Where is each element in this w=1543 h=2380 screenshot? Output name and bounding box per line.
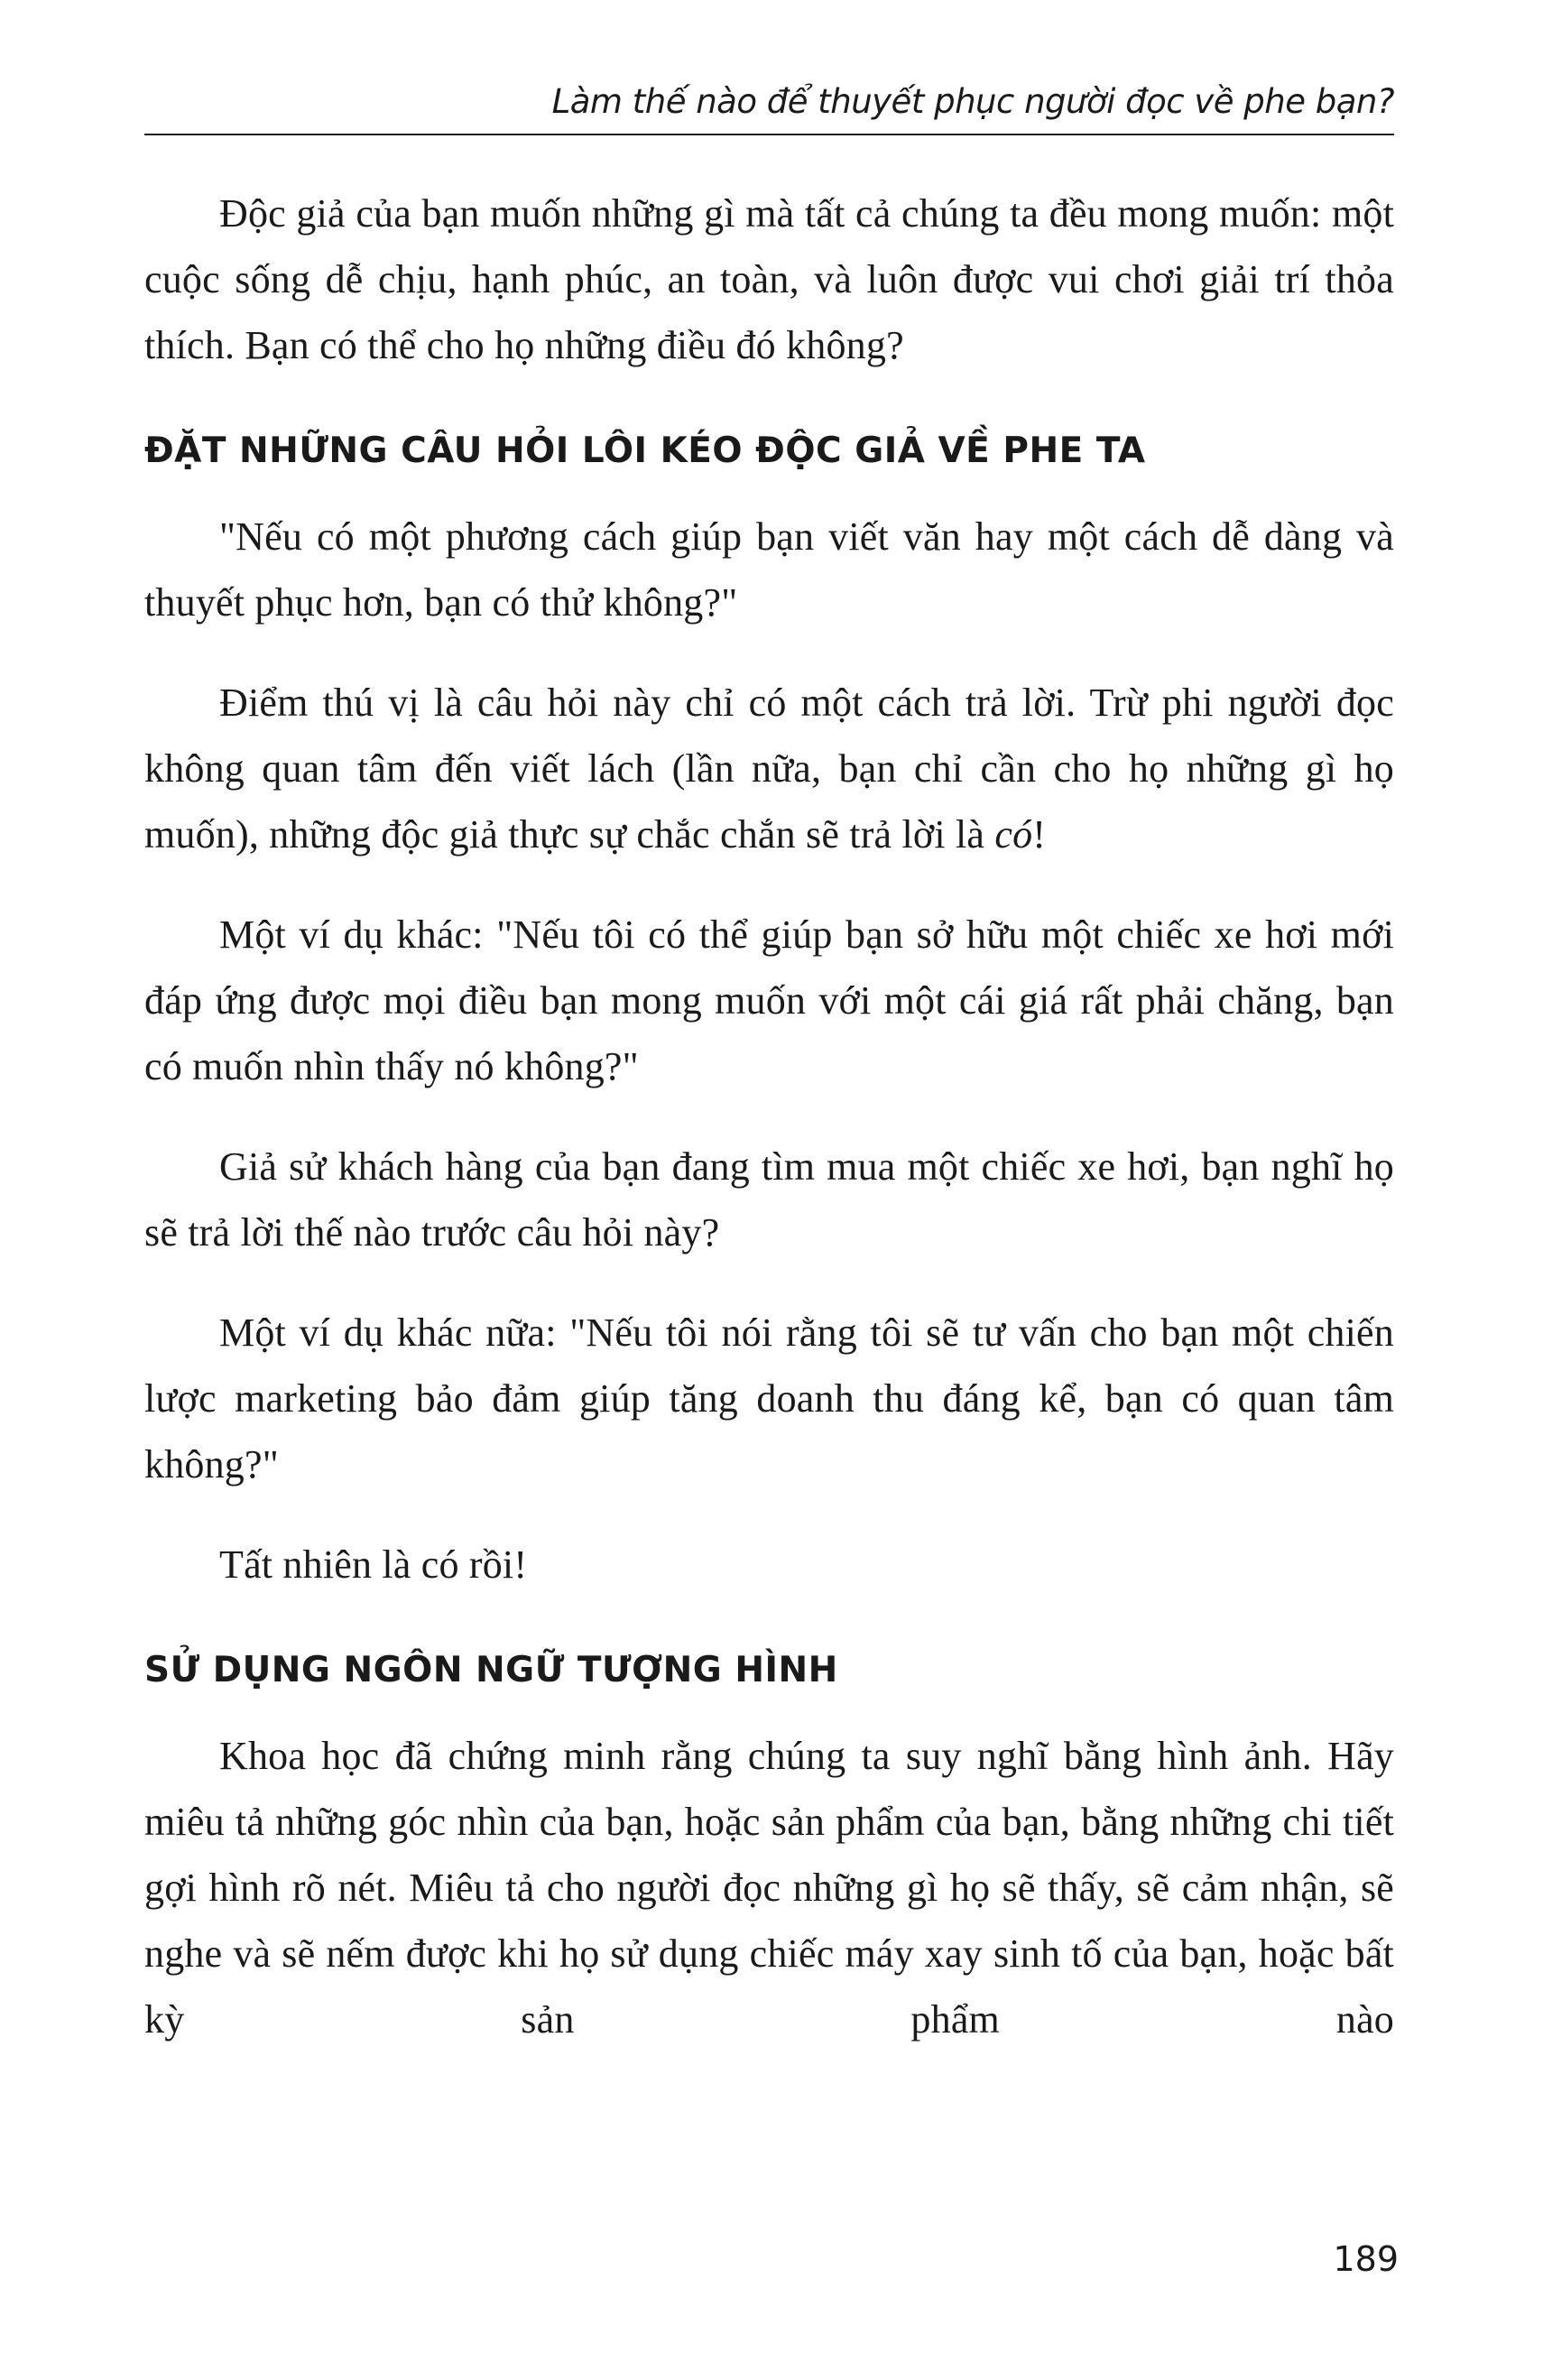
paragraph-of-course: Tất nhiên là có rồi! [219, 1542, 528, 1587]
paragraph-interesting-point-text: Điểm thú vị là câu hỏi này chỉ có một cách trả lời. Trừ phi người đọc không quan tâm đến viết lách (lần nữa, bạn chỉ cần cho họ những gì họ muốn), những độc giả thực sự chắc chắn sẽ trả lời là [144, 681, 1394, 857]
paragraph-question-example: "Nếu có một phương cách giúp bạn viết văn hay một cách dễ dàng và thuyết phục hơn, bạn có thử không?" [144, 514, 1394, 625]
paragraph-customer-car: Giả sử khách hàng của bạn đang tìm mua một chiếc xe hơi, bạn nghĩ họ sẽ trả lời thế nào trước câu hỏi này? [144, 1144, 1394, 1255]
page-body [144, 181, 1394, 2052]
exclamation-mark: ! [1032, 812, 1047, 857]
header-divider [144, 134, 1394, 135]
emphasis-word: có [994, 812, 1033, 857]
page-number: 189 [1333, 2239, 1399, 2279]
running-header: Làm thế nào để thuyết phục người đọc về phe bạn? [551, 82, 1394, 121]
paragraph-imagery: Khoa học đã chứng minh rằng chúng ta suy nghĩ bằng hình ảnh. Hãy miêu tả những góc nhìn của bạn, hoặc sản phẩm của bạn, bằng những chi tiết gợi hình rõ nét. Miêu tả cho người đọc những gì họ sẽ thấy, sẽ cảm nhận, sẽ nghe và sẽ nếm được khi họ sử dụng chiếc máy xay sinh tố của bạn, hoặc bất kỳ sản phẩm nào [144, 1734, 1394, 2042]
section-heading-questions: ĐẶT NHỮNG CÂU HỎI LÔI KÉO ĐỘC GIẢ VỀ PHE TA [144, 431, 1146, 471]
section-heading-imagery: SỬ DỤNG NGÔN NGỮ TƯỢNG HÌNH [144, 1650, 838, 1690]
paragraph-car-example: Một ví dụ khác: "Nếu tôi có thể giúp bạn sở hữu một chiếc xe hơi mới đáp ứng được mọi điều bạn mong muốn với một cái giá rất phải chăng, bạn có muốn nhìn thấy nó không?" [144, 912, 1394, 1088]
paragraph-reader-desires: Độc giả của bạn muốn những gì mà tất cả chúng ta đều mong muốn: một cuộc sống dễ chịu, hạnh phúc, an toàn, và luôn được vui chơi giải trí thỏa thích. Bạn có thể cho họ những điều đó không? [144, 191, 1394, 367]
paragraph-interesting-point [144, 670, 1394, 867]
paragraph-marketing-example: Một ví dụ khác nữa: "Nếu tôi nói rằng tôi sẽ tư vấn cho bạn một chiến lược marketing bảo đảm giúp tăng doanh thu đáng kể, bạn có quan tâm không?" [144, 1310, 1394, 1486]
